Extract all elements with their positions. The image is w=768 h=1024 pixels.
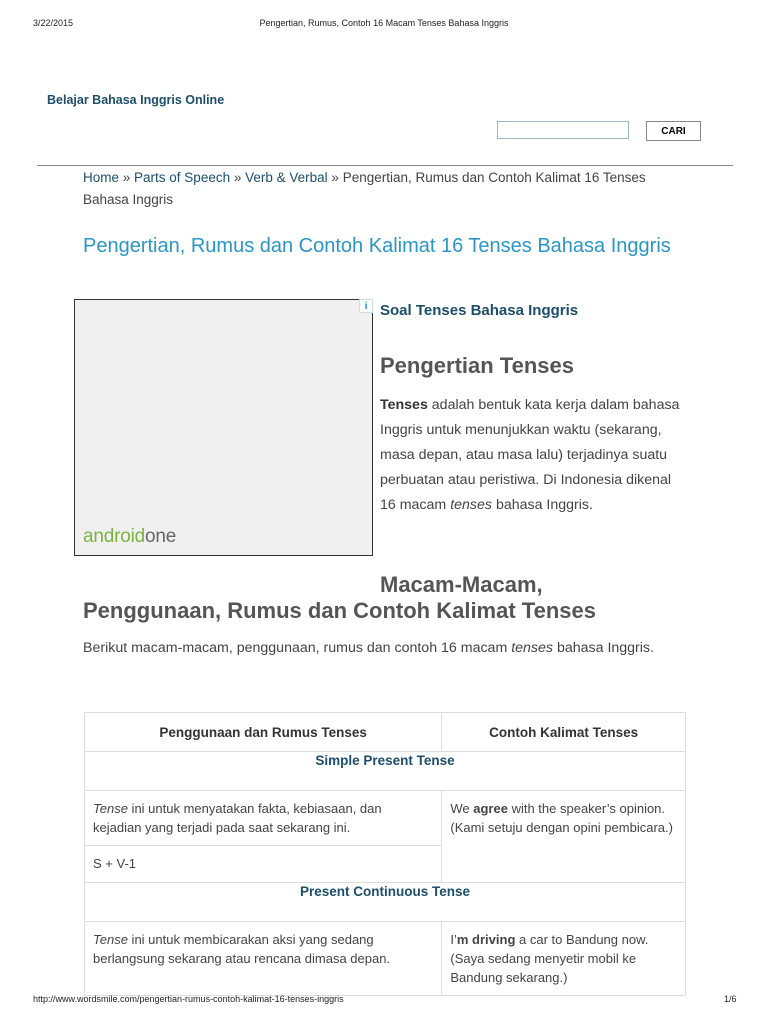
- example-verb: agree: [473, 801, 508, 816]
- intro-text-end: bahasa Inggris.: [553, 640, 654, 656]
- page-title: Pengertian, Rumus dan Contoh Kalimat 16 Tenses Bahasa Inggris: [83, 235, 671, 257]
- example-text: We: [450, 801, 474, 816]
- heading-macam: [83, 572, 683, 624]
- definition-italic: tenses: [450, 497, 492, 513]
- breadcrumb-parts-of-speech-link[interactable]: Parts of Speech: [134, 170, 231, 185]
- ad-banner[interactable]: [74, 299, 373, 556]
- footer-url: http://www.wordsmile.com/pengertian-rumus-contoh-kalimat-16-tenses-inggris: [33, 994, 344, 1004]
- soal-tenses-link[interactable]: Soal Tenses Bahasa Inggris: [380, 302, 579, 319]
- table-header-row: [85, 713, 686, 752]
- intro-text: Berikut macam-macam, penggunaan, rumus dan contoh 16 macam: [83, 640, 512, 656]
- info-icon[interactable]: i: [359, 299, 373, 313]
- example-text-end: a car to Bandung now.: [515, 932, 649, 947]
- heading-macam-line2: Penggunaan, Rumus dan Contoh Kalimat Tenses: [83, 598, 596, 623]
- table-row: [85, 922, 686, 996]
- print-title: Pengertian, Rumus, Contoh 16 Macam Tenses Bahasa Inggris: [259, 18, 509, 28]
- definition-term: Tenses: [380, 397, 428, 413]
- section-title: Present Continuous Tense: [85, 883, 686, 922]
- example-text-end: with the speaker’s opinion.: [507, 801, 666, 816]
- intro-italic: tenses: [511, 640, 554, 656]
- definition-text: adalah bentuk kata kerja dalam bahasa Inggris untuk menunjukkan waktu (sekarang, masa depan, atau masa lalu) terjadinya suatu perbuatan atau peristiwa. Di Indonesia dikenal 16 macam: [380, 397, 680, 513]
- breadcrumb: [83, 167, 683, 211]
- table-section-row: [85, 883, 686, 922]
- breadcrumb-current: Pengertian, Rumus dan Contoh Kalimat 16 Tenses Bahasa Inggris: [83, 170, 646, 207]
- print-date: 3/22/2015: [33, 18, 74, 28]
- site-title[interactable]: Belajar Bahasa Inggris Online: [47, 93, 225, 107]
- example-verb: m driving: [456, 932, 516, 947]
- footer-page-number: 1/6: [724, 994, 737, 1004]
- header-divider: [37, 165, 733, 166]
- tenses-table: [84, 712, 686, 996]
- usage-text: ini untuk membicarakan aksi yang sedang berlangsung sekarang atau rencana dimasa depan.: [93, 932, 391, 966]
- usage-cell: [85, 922, 442, 996]
- usage-text: ini untuk menyatakan fakta, kebiasaan, dan kejadian yang terjadi pada saat sekarang ini.: [93, 801, 382, 835]
- ad-logo: [83, 526, 176, 548]
- usage-term: Tense: [93, 932, 128, 947]
- definition-paragraph: [380, 393, 685, 518]
- section-title: Simple Present Tense: [85, 752, 686, 791]
- definition-text-end: bahasa Inggris.: [492, 497, 593, 513]
- table-header-example: Contoh Kalimat Tenses: [442, 713, 686, 752]
- heading-pengertian: Pengertian Tenses: [380, 353, 574, 378]
- breadcrumb-separator: »: [230, 170, 246, 185]
- example-translation: (Saya sedang menyetir mobil ke Bandung sekarang.): [450, 951, 637, 985]
- heading-macam-line1: Macam-Macam,: [380, 572, 543, 597]
- breadcrumb-separator: »: [327, 170, 343, 185]
- example-translation: (Kami setuju dengan opini pembicara.): [450, 820, 673, 835]
- table-row: [85, 791, 686, 846]
- breadcrumb-verb-verbal-link[interactable]: Verb & Verbal: [245, 170, 328, 185]
- example-cell: [442, 791, 686, 883]
- usage-term: Tense: [93, 801, 128, 816]
- formula-cell: S + V-1: [85, 846, 442, 883]
- breadcrumb-separator: »: [119, 170, 135, 185]
- table-section-row: [85, 752, 686, 791]
- example-cell: [442, 922, 686, 996]
- search-button[interactable]: CARI: [646, 121, 701, 141]
- search-input[interactable]: [497, 121, 629, 139]
- usage-cell: [85, 791, 442, 846]
- ad-logo-android: android: [83, 526, 145, 547]
- example-text: I’: [450, 932, 457, 947]
- table-header-usage: Penggunaan dan Rumus Tenses: [85, 713, 442, 752]
- ad-logo-one: one: [144, 526, 177, 547]
- intro-paragraph: [83, 636, 683, 661]
- breadcrumb-home-link[interactable]: Home: [83, 170, 120, 185]
